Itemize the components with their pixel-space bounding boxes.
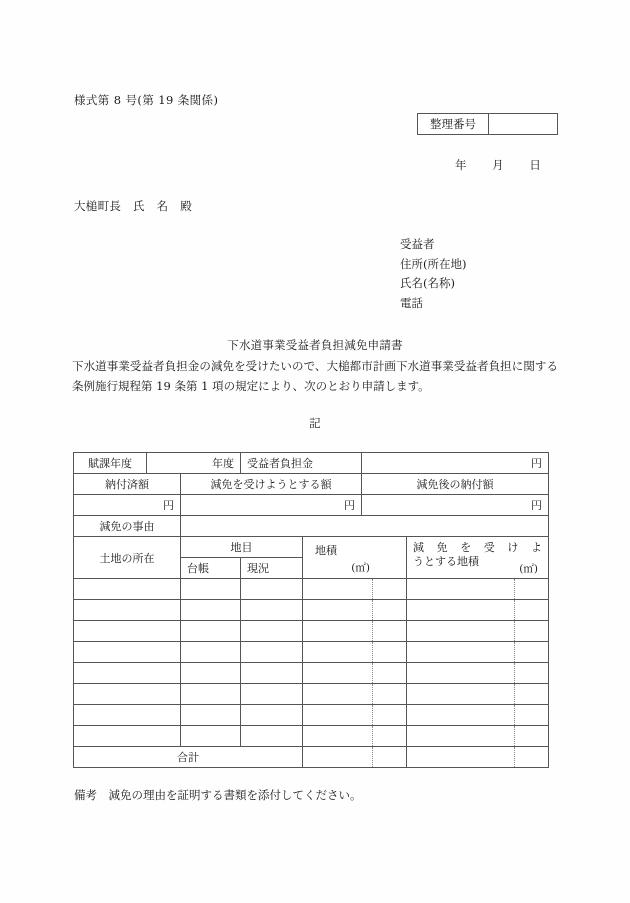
land-ledger-cell[interactable] <box>181 684 241 705</box>
land-ledger-cell[interactable] <box>181 663 241 684</box>
land-category-header: 地目 <box>181 537 303 558</box>
table-row <box>74 726 549 747</box>
addressee: 大槌町長 氏 名 殿 <box>74 199 192 213</box>
land-reduction-area-cell[interactable] <box>407 705 549 726</box>
land-reduction-area-header-unit: (㎡) <box>519 563 538 575</box>
total-area-field[interactable] <box>303 747 407 768</box>
land-actual-cell[interactable] <box>241 600 303 621</box>
total-label: 合計 <box>74 747 303 768</box>
land-location-cell[interactable] <box>74 600 181 621</box>
land-reduction-area-cell[interactable] <box>407 726 549 747</box>
land-ledger-cell[interactable] <box>181 705 241 726</box>
land-area-header-label: 地積 <box>315 544 337 557</box>
fiscal-year-value-cell[interactable] <box>147 453 241 474</box>
reason-label: 減免の事由 <box>74 516 181 537</box>
paid-amount-unit: 円 <box>163 499 174 512</box>
date-day-label: 日 <box>529 158 541 172</box>
remark-note: 備考 減免の理由を証明する書類を添付してください。 <box>74 788 362 802</box>
fiscal-year-label: 賦課年度 <box>74 453 147 474</box>
land-location-cell[interactable] <box>74 642 181 663</box>
land-area-cell[interactable] <box>303 579 407 600</box>
table-row-amount-values <box>74 495 549 516</box>
date-line <box>455 157 541 173</box>
land-reduction-area-cell[interactable] <box>407 579 549 600</box>
land-reduction-area-cell[interactable] <box>407 642 549 663</box>
land-area-cell[interactable] <box>303 642 407 663</box>
land-reduction-area-cell[interactable] <box>407 621 549 642</box>
land-actual-cell[interactable] <box>241 726 303 747</box>
table-row-total <box>74 747 549 768</box>
ki-mark: 記 <box>309 416 321 430</box>
after-reduction-field[interactable] <box>362 495 549 516</box>
table-row <box>74 621 549 642</box>
land-actual-cell[interactable] <box>241 621 303 642</box>
land-rows-body <box>74 579 549 747</box>
land-ledger-cell[interactable] <box>181 621 241 642</box>
land-area-cell[interactable] <box>303 684 407 705</box>
charge-label: 受益者負担金 <box>241 453 362 474</box>
land-ledger-cell[interactable] <box>181 642 241 663</box>
table-row <box>74 642 549 663</box>
land-area-cell[interactable] <box>303 726 407 747</box>
applicant-address-label: 住所(所在地) <box>400 256 467 271</box>
land-location-cell[interactable] <box>74 684 181 705</box>
land-location-cell[interactable] <box>74 663 181 684</box>
fiscal-year-unit: 年度 <box>212 457 234 470</box>
after-reduction-label: 減免後の納付額 <box>362 474 549 495</box>
table-row-fiscal-year <box>74 453 549 474</box>
form-number: 様式第 8 号(第 19 条関係) <box>74 93 219 107</box>
applicant-name-label: 氏名(名称) <box>400 276 455 290</box>
land-location-cell[interactable] <box>74 726 181 747</box>
reason-field[interactable] <box>181 516 549 537</box>
land-area-cell[interactable] <box>303 705 407 726</box>
land-ledger-cell[interactable] <box>181 726 241 747</box>
land-location-cell[interactable] <box>74 621 181 642</box>
applicant-block <box>400 235 466 313</box>
land-actual-cell[interactable] <box>241 642 303 663</box>
charge-unit: 円 <box>531 457 542 470</box>
total-reduction-area-field[interactable] <box>407 747 549 768</box>
land-reduction-area-cell[interactable] <box>407 663 549 684</box>
after-reduction-unit: 円 <box>531 499 542 512</box>
reduction-amount-unit: 円 <box>344 499 355 512</box>
table-row-reason <box>74 516 549 537</box>
reference-number-box <box>417 113 558 135</box>
land-actual-cell[interactable] <box>241 663 303 684</box>
paid-amount-field[interactable] <box>74 495 181 516</box>
paid-amount-label: 納付済額 <box>74 474 181 495</box>
land-actual-cell[interactable] <box>241 705 303 726</box>
land-area-cell[interactable] <box>303 600 407 621</box>
land-location-cell[interactable] <box>74 705 181 726</box>
land-reduction-area-cell[interactable] <box>407 600 549 621</box>
table-row-land-header-1 <box>74 537 549 558</box>
charge-value-cell[interactable] <box>362 453 549 474</box>
land-category-ledger-header: 台帳 <box>181 558 241 579</box>
table-row <box>74 600 549 621</box>
table-row <box>74 663 549 684</box>
land-area-cell[interactable] <box>303 663 407 684</box>
reference-number-label: 整理番号 <box>418 114 489 134</box>
page-title: 下水道事業受益者負担減免申請書 <box>227 338 403 352</box>
land-reduction-area-header <box>407 537 549 579</box>
land-location-header: 土地の所在 <box>74 537 181 579</box>
date-month-label: 月 <box>492 158 504 172</box>
table-row <box>74 579 549 600</box>
reduction-amount-label: 減免を受けようとする額 <box>181 474 362 495</box>
date-year-label: 年 <box>455 158 467 172</box>
application-table <box>73 452 549 768</box>
land-location-cell[interactable] <box>74 579 181 600</box>
body-paragraph: 下水道事業受益者負担金の減免を受けたいので、大槌都市計画下水道事業受益者負担に関する条例施行規程第 19 条第 1 項の規定により、次のとおり申請します。 <box>72 359 558 393</box>
land-ledger-cell[interactable] <box>181 579 241 600</box>
land-actual-cell[interactable] <box>241 684 303 705</box>
reference-number-field[interactable] <box>489 114 557 134</box>
land-reduction-area-cell[interactable] <box>407 684 549 705</box>
land-ledger-cell[interactable] <box>181 600 241 621</box>
applicant-phone-label: 電話 <box>400 295 423 310</box>
land-category-actual-header: 現況 <box>241 558 303 579</box>
land-reduction-area-header-line2: うとする地積 <box>413 555 479 568</box>
land-area-header-unit: (㎡) <box>351 562 370 574</box>
land-reduction-area-header-line1: 減免を受けよ <box>413 541 542 554</box>
land-actual-cell[interactable] <box>241 579 303 600</box>
land-area-header <box>303 537 407 579</box>
table-row <box>74 684 549 705</box>
applicant-role: 受益者 <box>400 237 435 251</box>
table-row-amount-labels <box>74 474 549 495</box>
land-area-cell[interactable] <box>303 621 407 642</box>
table-row <box>74 705 549 726</box>
reduction-amount-field[interactable] <box>181 495 362 516</box>
